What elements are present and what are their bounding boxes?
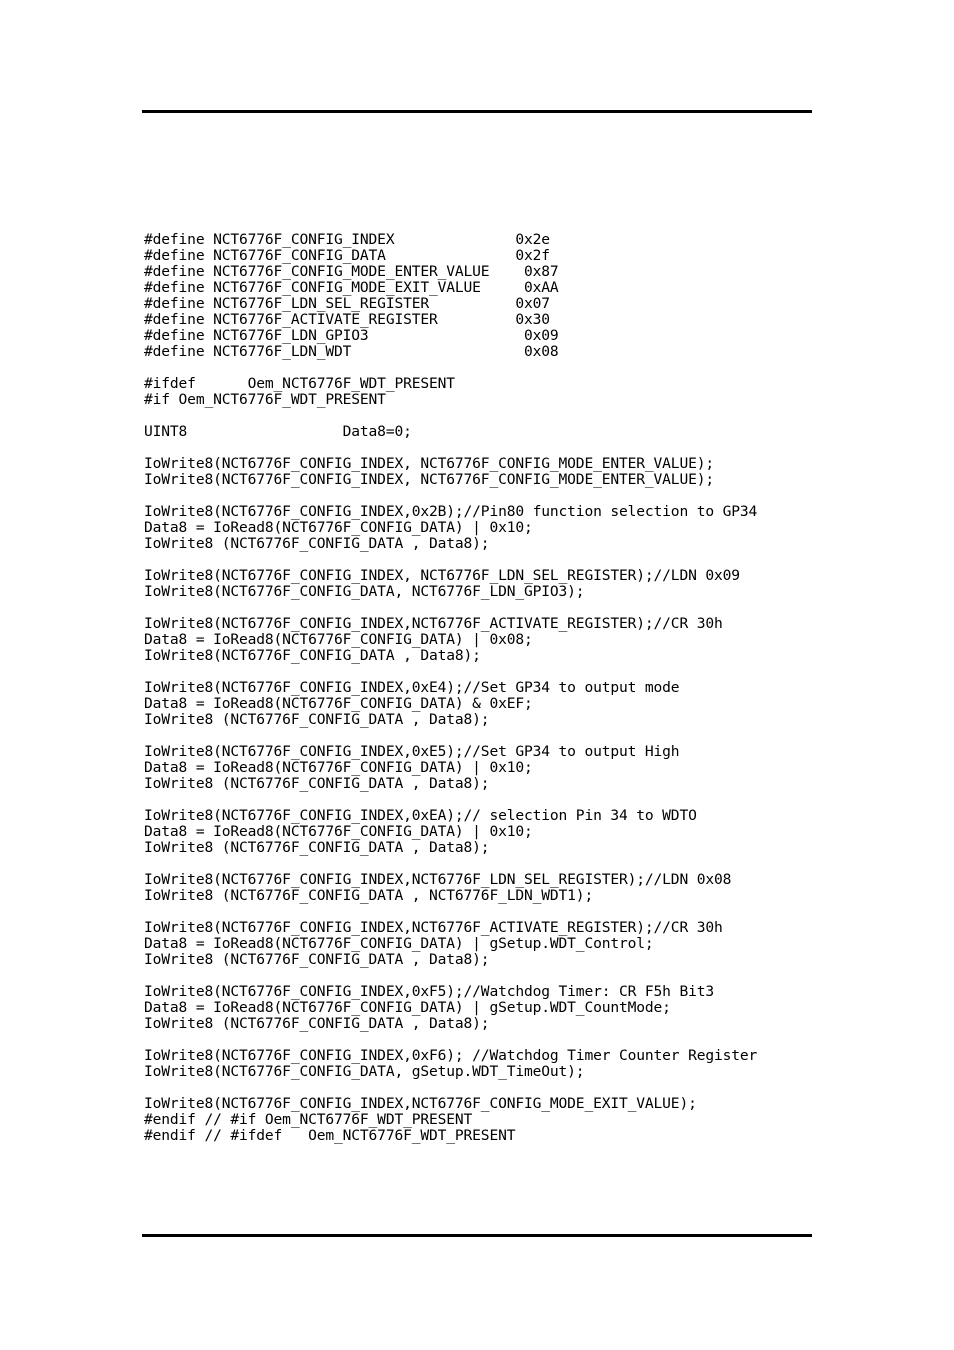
code-line: #define NCT6776F_CONFIG_DATA 0x2f (144, 247, 550, 264)
code-line: #ifdef Oem_NCT6776F_WDT_PRESENT (144, 375, 455, 392)
code-line: IoWrite8(NCT6776F_CONFIG_INDEX, NCT6776F_CONFIG_MODE_ENTER_VALUE); (144, 471, 714, 488)
code-line (144, 408, 812, 424)
code-line: IoWrite8 (NCT6776F_CONFIG_DATA , Data8); (144, 1015, 490, 1032)
code-line: Data8 = IoRead8(NCT6776F_CONFIG_DATA) | 0x10; (144, 519, 533, 536)
code-line: IoWrite8(NCT6776F_CONFIG_DATA , Data8); (144, 647, 481, 664)
code-line: IoWrite8(NCT6776F_CONFIG_INDEX,NCT6776F_LDN_SEL_REGISTER);//LDN 0x08 (144, 871, 732, 888)
code-line: IoWrite8(NCT6776F_CONFIG_INDEX,NCT6776F_ACTIVATE_REGISTER);//CR 30h (144, 919, 723, 936)
code-line (144, 600, 812, 616)
code-line: IoWrite8 (NCT6776F_CONFIG_DATA , Data8); (144, 839, 490, 856)
code-line: #define NCT6776F_LDN_WDT 0x08 (144, 343, 559, 360)
code-line: #define NCT6776F_LDN_SEL_REGISTER 0x07 (144, 295, 550, 312)
code-line: #if Oem_NCT6776F_WDT_PRESENT (144, 391, 386, 408)
code-line: Data8 = IoRead8(NCT6776F_CONFIG_DATA) | gSetup.WDT_Control; (144, 935, 654, 952)
code-line (144, 856, 812, 872)
code-line: #define NCT6776F_LDN_GPIO3 0x09 (144, 327, 559, 344)
code-line: UINT8 Data8=0; (144, 423, 412, 440)
code-line: Data8 = IoRead8(NCT6776F_CONFIG_DATA) & 0xEF; (144, 695, 533, 712)
code-line: Data8 = IoRead8(NCT6776F_CONFIG_DATA) | 0x10; (144, 759, 533, 776)
header-rule (142, 110, 812, 113)
code-listing (144, 232, 812, 1144)
code-line: IoWrite8(NCT6776F_CONFIG_INDEX,0xE5);//Set GP34 to output High (144, 743, 680, 760)
code-line: #endif // #if Oem_NCT6776F_WDT_PRESENT (144, 1111, 473, 1128)
code-line: IoWrite8 (NCT6776F_CONFIG_DATA , Data8); (144, 535, 490, 552)
code-line (144, 792, 812, 808)
code-line (144, 904, 812, 920)
code-line: #define NCT6776F_CONFIG_MODE_EXIT_VALUE 0xAA (144, 279, 559, 296)
code-line (144, 360, 812, 376)
code-line: IoWrite8(NCT6776F_CONFIG_INDEX,0x2B);//Pin80 function selection to GP34 (144, 503, 758, 520)
code-line (144, 728, 812, 744)
code-line: #define NCT6776F_CONFIG_INDEX 0x2e (144, 231, 550, 248)
code-line (144, 1080, 812, 1096)
code-line: IoWrite8(NCT6776F_CONFIG_INDEX, NCT6776F_CONFIG_MODE_ENTER_VALUE); (144, 455, 714, 472)
code-line: IoWrite8(NCT6776F_CONFIG_INDEX, NCT6776F_LDN_SEL_REGISTER);//LDN 0x09 (144, 567, 740, 584)
code-line: IoWrite8(NCT6776F_CONFIG_DATA, gSetup.WDT_TimeOut); (144, 1063, 585, 1080)
code-line: IoWrite8(NCT6776F_CONFIG_DATA, NCT6776F_LDN_GPIO3); (144, 583, 585, 600)
code-line (144, 664, 812, 680)
code-line: Data8 = IoRead8(NCT6776F_CONFIG_DATA) | gSetup.WDT_CountMode; (144, 999, 671, 1016)
code-line (144, 488, 812, 504)
code-line: IoWrite8 (NCT6776F_CONFIG_DATA , Data8); (144, 711, 490, 728)
code-line: IoWrite8 (NCT6776F_CONFIG_DATA , Data8); (144, 775, 490, 792)
code-line: IoWrite8(NCT6776F_CONFIG_INDEX,NCT6776F_ACTIVATE_REGISTER);//CR 30h (144, 615, 723, 632)
code-line: #endif // #ifdef Oem_NCT6776F_WDT_PRESENT (144, 1127, 516, 1144)
code-line: IoWrite8 (NCT6776F_CONFIG_DATA , Data8); (144, 951, 490, 968)
code-line: IoWrite8(NCT6776F_CONFIG_INDEX,0xF5);//Watchdog Timer: CR F5h Bit3 (144, 983, 714, 1000)
code-line (144, 1032, 812, 1048)
code-line (144, 968, 812, 984)
footer-rule (142, 1234, 812, 1237)
code-line (144, 440, 812, 456)
code-line: #define NCT6776F_ACTIVATE_REGISTER 0x30 (144, 311, 550, 328)
code-line: Data8 = IoRead8(NCT6776F_CONFIG_DATA) | 0x10; (144, 823, 533, 840)
code-line: IoWrite8 (NCT6776F_CONFIG_DATA , NCT6776F_LDN_WDT1); (144, 887, 594, 904)
code-line: #define NCT6776F_CONFIG_MODE_ENTER_VALUE 0x87 (144, 263, 559, 280)
code-line: IoWrite8(NCT6776F_CONFIG_INDEX,0xE4);//Set GP34 to output mode (144, 679, 680, 696)
code-line: IoWrite8(NCT6776F_CONFIG_INDEX,0xEA);// selection Pin 34 to WDTO (144, 807, 697, 824)
code-line: IoWrite8(NCT6776F_CONFIG_INDEX,NCT6776F_CONFIG_MODE_EXIT_VALUE); (144, 1095, 697, 1112)
code-line: Data8 = IoRead8(NCT6776F_CONFIG_DATA) | 0x08; (144, 631, 533, 648)
code-line: IoWrite8(NCT6776F_CONFIG_INDEX,0xF6); //Watchdog Timer Counter Register (144, 1047, 758, 1064)
code-line (144, 552, 812, 568)
